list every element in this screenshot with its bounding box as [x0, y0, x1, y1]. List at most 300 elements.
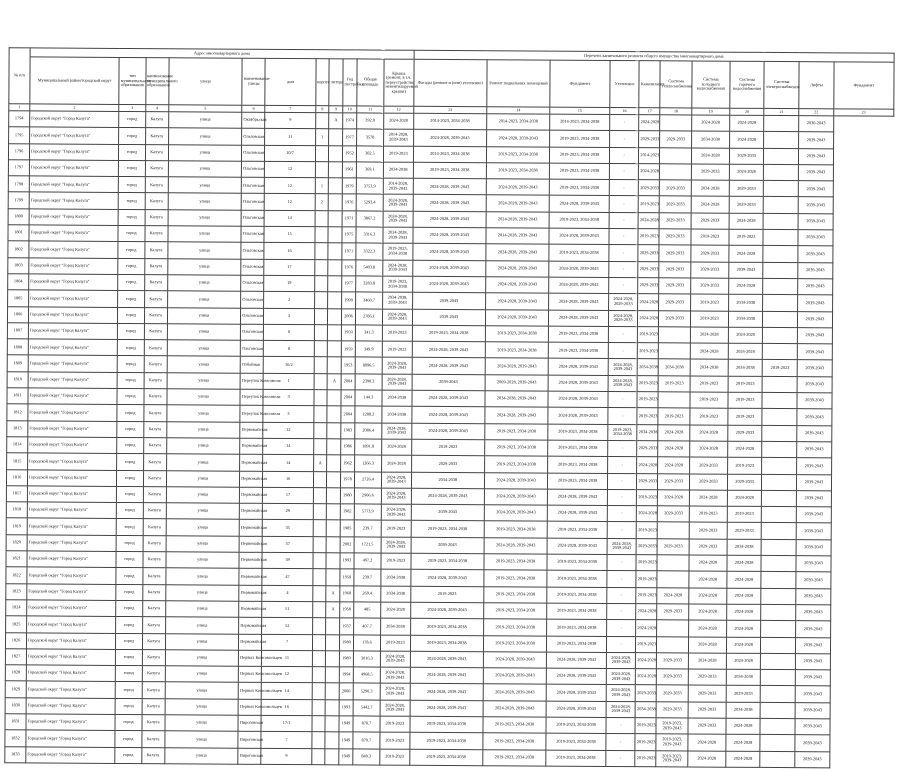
table-cell: улица	[166, 487, 240, 504]
table-cell: 2024-2028, 2039-2043	[546, 701, 606, 718]
table-cell	[762, 392, 797, 409]
table-cell: 2019-2023	[636, 571, 657, 587]
table-cell: 2024-2028, 2039-2043	[412, 227, 486, 244]
table-cell: 3016.3	[353, 651, 380, 667]
table-cell: 2019-2023, 2034-2038	[547, 570, 607, 587]
table-cell: 2024-2028	[690, 425, 728, 442]
table-cell: 2024-2028, 2039-2043	[548, 391, 608, 408]
table-cell: Калуга	[144, 323, 167, 339]
table-cell: 12	[262, 666, 313, 683]
table-cell: 2019-2023, 2034-2038	[548, 473, 608, 490]
col-district: Муниципальный район/городской округ	[30, 57, 120, 105]
table-cell: город	[117, 421, 143, 437]
table-cell: 2024-2028, 2039-2043	[383, 260, 413, 276]
column-number: 19	[692, 108, 730, 115]
table-cell: 1796	[8, 143, 29, 159]
table-cell: 2034-2038	[726, 702, 761, 719]
table-cell: 2	[264, 292, 315, 309]
table-cell: улица	[166, 535, 240, 552]
table-cell	[326, 634, 340, 650]
table-cell	[762, 539, 797, 556]
table-cell: город	[116, 584, 142, 600]
table-cell: 10/7	[265, 145, 316, 162]
table-cell: 2019-2023, 2039-2043	[656, 718, 688, 734]
table-cell: 1827	[5, 649, 26, 665]
table-cell: город	[119, 128, 145, 144]
table-cell: 2024-2028	[726, 637, 761, 654]
table-cell: Городской округ "Город Калуга"	[28, 421, 117, 438]
table-cell: 2024-2028, 2039-2043	[607, 538, 637, 554]
table-cell: 2024-2028	[729, 213, 764, 230]
table-cell: 2039-2043	[798, 262, 833, 279]
table-cell: Калуга	[143, 438, 166, 454]
table-cell: 2019-2023	[637, 375, 658, 391]
table-cell: 2029-2033	[657, 669, 689, 685]
table-cell: 1833	[5, 746, 26, 762]
table-cell	[327, 536, 341, 552]
table-cell: 2019-2023	[638, 343, 659, 359]
table-cell: улица	[166, 454, 240, 471]
table-cell	[762, 507, 797, 524]
table-cell: -	[607, 603, 637, 619]
table-cell: Городской округ "Город Калуга"	[29, 290, 118, 307]
table-cell: 2019-2023	[689, 506, 727, 523]
table-cell	[312, 634, 326, 650]
col-cold: Система холодного водоснабжения	[692, 61, 730, 108]
table-cell: город	[116, 633, 142, 649]
table-cell: 2006	[342, 308, 356, 324]
table-cell: Ольговская	[241, 291, 264, 307]
table-cell: 2019-2023	[637, 392, 658, 408]
table-cell: Переулок Комсомола	[240, 406, 263, 422]
table-cell: 2024-2028	[688, 653, 726, 670]
table-cell: 2019-2023, 2034-2038	[550, 147, 610, 164]
table-cell: 2024-2028, 2039-2043	[410, 602, 484, 619]
table-cell: Первомайская	[239, 585, 262, 601]
table-cell	[327, 520, 341, 536]
table-cell: 2029-2033	[728, 425, 763, 442]
table-cell: Городской округ "Город Калуга"	[30, 127, 119, 144]
table-cell: 2019-2023	[636, 587, 657, 603]
table-cell: 2024-2028, 2039-2043	[411, 423, 485, 440]
table-cell	[314, 292, 328, 308]
table-cell: 2034-2038	[692, 131, 730, 148]
table-cell: улица	[167, 356, 241, 373]
table-cell	[763, 327, 798, 344]
table-cell: 2019-2023	[636, 555, 657, 571]
table-cell: Городской округ "Город Калуга"	[29, 225, 118, 242]
table-cell: 2029-2033	[659, 213, 691, 229]
table-cell: 2029-2033	[689, 539, 727, 556]
table-cell: 1817	[6, 486, 27, 502]
table-cell	[326, 553, 340, 569]
table-cell: 2024-2028	[382, 439, 412, 455]
table-cell	[313, 536, 327, 552]
table-cell: Ольговская	[242, 161, 265, 177]
table-cell: 2019-2023, 2034-2038	[483, 733, 546, 750]
table-cell: Пироговская	[238, 731, 261, 747]
table-cell: город	[116, 682, 142, 698]
table-cell: 1937	[340, 618, 354, 634]
table-cell: 2039-2043	[797, 376, 832, 393]
table-cell: 2029-2033	[638, 245, 659, 261]
table-cell: 2029-2033	[688, 669, 726, 686]
table-cell: 302.5	[356, 146, 383, 162]
table-cell	[764, 213, 799, 230]
col-street: наименование улицы	[242, 58, 265, 105]
table-cell: улица	[168, 144, 242, 161]
table-cell: Городской округ "Город Калуга"	[29, 274, 118, 291]
table-cell: 2024-2028, 2039-2043	[410, 570, 484, 587]
table-cell	[763, 262, 798, 279]
table-cell: улица	[166, 438, 240, 455]
table-cell: Первомайская	[239, 569, 262, 585]
column-number: 21	[764, 108, 799, 115]
table-cell: 2039-2043	[798, 197, 833, 214]
table-cell: Калуга	[144, 258, 167, 274]
table-cell: 2024-2028, 2039-2043	[382, 423, 412, 439]
table-cell: 1825	[6, 616, 27, 632]
table-cell: 2024-2028, 2029-2033	[609, 294, 639, 310]
table-cell: город	[116, 535, 142, 551]
table-cell: Городской округ "Город Калуга"	[28, 437, 117, 454]
table-cell: улица	[167, 307, 241, 324]
table-cell	[313, 471, 327, 487]
table-cell: 1976	[342, 194, 356, 210]
table-cell: Пироговская	[238, 748, 261, 764]
table-cell: 2024-2028, 2039-2043	[549, 277, 609, 294]
table-cell: Первомайская	[239, 552, 262, 568]
table-cell: город	[117, 503, 143, 519]
table-cell: 1982	[340, 504, 354, 520]
col-muni-name: наименование муниципального образования	[145, 58, 168, 105]
table-cell: 2024-2028, 2039-2043	[547, 538, 607, 555]
table-cell: 1983	[341, 422, 355, 438]
table-cell: 5442.7	[353, 700, 380, 716]
table-cell: 2019-2023, 2034-2038	[549, 163, 609, 180]
table-cell: 2019-2023, 2034-2038	[410, 553, 484, 570]
table-cell: 2024-2028, 2039-2043	[380, 700, 410, 716]
table-cell: 2906.6	[354, 488, 381, 504]
table-cell: 144.3	[355, 390, 382, 406]
table-cell: 2034-2038	[382, 406, 412, 422]
table-cell	[315, 113, 329, 129]
table-cell: -	[607, 522, 637, 538]
table-cell: 1950	[340, 569, 354, 585]
table-cell: город	[116, 617, 142, 633]
table-cell: 14	[263, 455, 314, 472]
table-cell: -	[609, 196, 639, 212]
table-cell: 2024-2028	[727, 572, 762, 589]
table-cell: Калуга	[144, 356, 167, 372]
table-cell: 1953	[341, 357, 355, 373]
table-cell: 2019-2023, 2034-2038	[485, 440, 548, 457]
table-cell	[760, 735, 795, 752]
table-cell: 2019-2023	[728, 376, 763, 393]
table-cell	[314, 357, 328, 373]
table-cell: 2019-2023	[381, 635, 411, 651]
table-cell: Городской округ "Город Калуга"	[27, 502, 116, 519]
table-cell: 2029-2033	[688, 718, 726, 735]
table-cell: -	[607, 473, 637, 489]
table-cell: 2390.3	[355, 374, 382, 390]
table-cell	[313, 487, 327, 503]
table-cell: 1989	[339, 651, 353, 667]
table-cell: 2086.4	[355, 423, 382, 439]
table-cell	[762, 425, 797, 442]
table-cell: 2019-2023, 2034-2038	[546, 733, 606, 750]
table-cell: 2019-2023	[380, 732, 410, 748]
table-cell: 2014-2023	[639, 147, 660, 163]
table-cell: Городской округ "Город Калуга"	[28, 339, 117, 356]
table-cell: город	[118, 323, 144, 339]
table-cell: 2024-2028	[691, 196, 729, 213]
table-cell: город	[119, 160, 145, 176]
table-cell: 2029-2033	[691, 262, 729, 279]
table-cell: 870.7	[353, 732, 380, 748]
table-cell: 2019-2023	[729, 229, 764, 246]
table-cell: Городской округ "Город Калуга"	[26, 714, 115, 731]
table-cell: 870.7	[353, 716, 380, 732]
table-cell: 9	[265, 112, 316, 129]
table-cell: 2034-2038, 2039-2043	[383, 292, 413, 308]
table-cell: 2024-2028	[692, 115, 730, 132]
table-cell: 2019-2023, 2034-2038	[412, 325, 486, 342]
table-cell: 2024-2028	[639, 164, 660, 180]
table-cell: 2029-2033	[729, 180, 764, 197]
table-cell	[764, 181, 799, 198]
table-cell: 1962	[341, 455, 355, 471]
table-cell: 17/1	[261, 715, 312, 732]
table-cell: Октябрьская	[242, 112, 265, 128]
table-cell	[658, 522, 690, 538]
table-cell	[657, 636, 689, 652]
table-cell: 2039-2043	[798, 181, 833, 198]
table-cell: Первых Комсомольцев	[239, 666, 262, 682]
table-cell	[315, 227, 329, 243]
table-cell: 1976	[342, 260, 356, 276]
table-cell: 2024-2028, 2039-2043	[549, 310, 609, 327]
table-cell: 2019-2023, 2034-2038	[549, 212, 609, 229]
table-cell: 14	[264, 210, 315, 227]
table-cell: 2024-2028, 2039-2043	[410, 651, 484, 668]
table-cell	[760, 718, 795, 735]
table-cell: 2029-2033	[637, 473, 658, 489]
table-cell: 2039-2043	[796, 621, 831, 638]
table-cell: 2019-2023, 2034-2038	[548, 326, 608, 343]
table-cell: 2019-2023, 2034-2038	[410, 618, 484, 635]
table-cell: -	[609, 180, 639, 196]
table-cell: 2029-2033	[691, 245, 729, 262]
table-cell	[761, 555, 796, 572]
table-cell: 2029-2033	[657, 653, 689, 669]
table-cell: 2024-2028, 2029-2033	[608, 310, 638, 326]
table-cell	[313, 569, 327, 585]
table-cell: 2039-2043	[797, 425, 832, 442]
table-cell: 3316.3	[356, 227, 383, 243]
table-cell: улица	[165, 584, 239, 601]
table-cell: 2039-2043	[797, 360, 832, 377]
table-cell: 239.7	[354, 569, 381, 585]
table-cell: Калуга	[144, 291, 167, 307]
table-cell: 2019-2023, 2034-2038	[485, 456, 548, 473]
table-cell: 14	[263, 438, 314, 455]
table-cell: 2039-2043	[795, 670, 830, 687]
table-cell: 1980	[340, 488, 354, 504]
table-cell: 1815	[7, 453, 28, 469]
table-cell: 1960	[340, 585, 354, 601]
table-cell: 2024-2028, 2039-2043	[411, 390, 485, 407]
table-cell: 1994	[339, 667, 353, 683]
table-cell: 1891.8	[354, 439, 381, 455]
table-cell: 2019-2023, 2034-2038	[383, 243, 413, 259]
table-cell	[328, 341, 342, 357]
table-cell: улица	[167, 405, 241, 422]
table-cell: 2039-2043	[796, 588, 831, 605]
table-cell: 2019-2023	[690, 408, 728, 425]
table-cell: 2034-2038	[381, 569, 411, 585]
table-cell: 2029-2033	[688, 702, 726, 719]
table-cell: 2029-2033	[638, 278, 659, 294]
table-cell	[325, 716, 339, 732]
table-cell: -	[607, 620, 637, 636]
table-cell: улица	[168, 193, 242, 210]
table-cell: 1800	[8, 209, 29, 225]
table-cell: 1959	[341, 325, 355, 341]
table-cell: улица	[167, 340, 241, 357]
table-cell	[313, 504, 327, 520]
table-cell: 2019-2023	[690, 376, 728, 393]
table-cell: 2029-2033	[690, 457, 728, 474]
table-cell: -	[609, 163, 639, 179]
table-cell: 2024-2028, 2039-2043	[410, 684, 484, 701]
table-cell: 2024-2028, 2039-2043	[382, 374, 412, 390]
table-cell: 2024-2028, 2039-2043	[548, 407, 608, 424]
table-cell: -	[607, 489, 637, 505]
table-cell: Калуга	[144, 389, 167, 405]
table-cell	[763, 376, 798, 393]
table-cell: Городской округ "Город Калуга"	[29, 209, 118, 226]
table-cell: -	[608, 457, 638, 473]
table-cell: 2024-2028, 2039-2043	[546, 684, 606, 701]
table-cell: Калуга	[142, 715, 165, 731]
table-cell	[313, 553, 327, 569]
table-cell: 2039-2043	[795, 751, 830, 768]
table-cell: 2039-2043	[799, 148, 834, 165]
table-cell: 2024-2028, 2039-2043	[413, 211, 487, 228]
table-cell: 5290.3	[353, 683, 380, 699]
table-cell	[326, 667, 340, 683]
table-cell: 2039-2043	[796, 572, 831, 589]
table-cell: Городской округ "Город Калуга"	[29, 160, 118, 177]
table-cell: 2024-2028	[727, 441, 762, 458]
table-cell: 2024-2028, 2039-2043	[546, 668, 606, 685]
table-cell: 2014-2023, 2034-2038	[413, 113, 487, 130]
col-fund: Фундамент	[834, 62, 894, 109]
table-cell: улица	[167, 291, 241, 308]
column-number: 1	[9, 104, 30, 111]
table-cell: 2034-2038	[690, 359, 728, 376]
table-cell: 497.2	[354, 553, 381, 569]
table-cell: 2024-2028	[689, 620, 727, 637]
table-cell: 485	[353, 602, 380, 618]
table-cell: 2029-2033	[637, 441, 658, 457]
group-works: Перечень капитального ремонта общего имущества многоквартирного дома	[414, 50, 895, 62]
table-cell: Первомайская	[240, 487, 263, 503]
table-cell	[329, 145, 343, 161]
table-cell: 2024-2028	[688, 734, 726, 751]
table-cell: 2024-2028	[638, 294, 659, 310]
table-cell	[325, 732, 339, 748]
table-cell: улица	[166, 470, 240, 487]
table-cell: Ольговская	[242, 145, 265, 161]
table-cell	[314, 325, 328, 341]
table-cell: 2029-2033	[636, 685, 657, 701]
table-cell: 392.0	[356, 113, 383, 129]
table-cell: 2024-2028	[726, 718, 761, 735]
table-cell: 2039-2043	[797, 442, 832, 459]
table-cell: 2024-2028	[658, 441, 690, 457]
table-cell: 2024-2028, 2039-2043	[412, 260, 486, 277]
table-cell: 1799	[8, 192, 29, 208]
table-cell: 2019-2023	[382, 325, 412, 341]
table-cell	[657, 555, 689, 571]
table-cell: 1801	[8, 225, 29, 241]
table-cell: Калуга	[145, 226, 168, 242]
table-cell: 2034-2038, 2039-2043	[485, 391, 548, 408]
table-cell: -	[609, 261, 639, 277]
table-cell: Городской округ "Город Калуга"	[28, 323, 117, 340]
table-cell: 2024-2028, 2039-2043	[483, 700, 546, 717]
table-cell: Первых Комсомольцев	[238, 699, 261, 715]
column-number: 5	[168, 105, 242, 112]
table-cell: 3	[264, 308, 315, 325]
table-cell: 17	[263, 487, 314, 504]
table-cell: 2024-2028, 2039-2043	[382, 358, 412, 374]
table-cell: Городской округ "Город Калуга"	[29, 176, 118, 193]
table-cell: -	[607, 587, 637, 603]
table-cell: 2024-2028	[384, 113, 414, 129]
table-cell: Калуга	[143, 503, 166, 519]
group-address: Адрес многоквартирного дома	[30, 48, 414, 59]
table-cell: 3460.7	[355, 292, 382, 308]
table-cell: 5293.4	[356, 194, 383, 210]
table-cell: 2039-2043	[795, 719, 830, 736]
table-cell: 2034-2038	[637, 424, 658, 440]
table-cell	[329, 211, 343, 227]
table-cell: 2024-2028, 2039-2043	[486, 260, 549, 277]
col-facade: Фасады (ремонт и (или) утепление)	[413, 59, 487, 106]
table-cell: 1806	[7, 306, 28, 322]
table-cell: 1975	[342, 227, 356, 243]
column-number: 2	[30, 104, 119, 112]
table-cell: 1959	[341, 341, 355, 357]
table-cell: 2019-2023, 2034-2038	[484, 603, 547, 620]
table-cell: город	[118, 291, 144, 307]
table-cell: 2024-2028	[726, 734, 761, 751]
table-cell: Первомайская	[239, 634, 262, 650]
table-cell: 15	[264, 226, 315, 243]
table-cell: 2019-2023, 2034-2038	[484, 554, 547, 571]
table-cell	[764, 148, 799, 165]
table-cell: 2726.4	[354, 471, 381, 487]
table-cell: 2024-2028, 2039-2043	[483, 684, 546, 701]
table-cell: 2024-2028, 2039-2043	[549, 261, 609, 278]
table-cell: город	[119, 111, 145, 127]
table-cell: 2024-2028, 2039-2043	[483, 652, 546, 669]
table-cell	[328, 357, 342, 373]
table-cell: город	[116, 649, 142, 665]
